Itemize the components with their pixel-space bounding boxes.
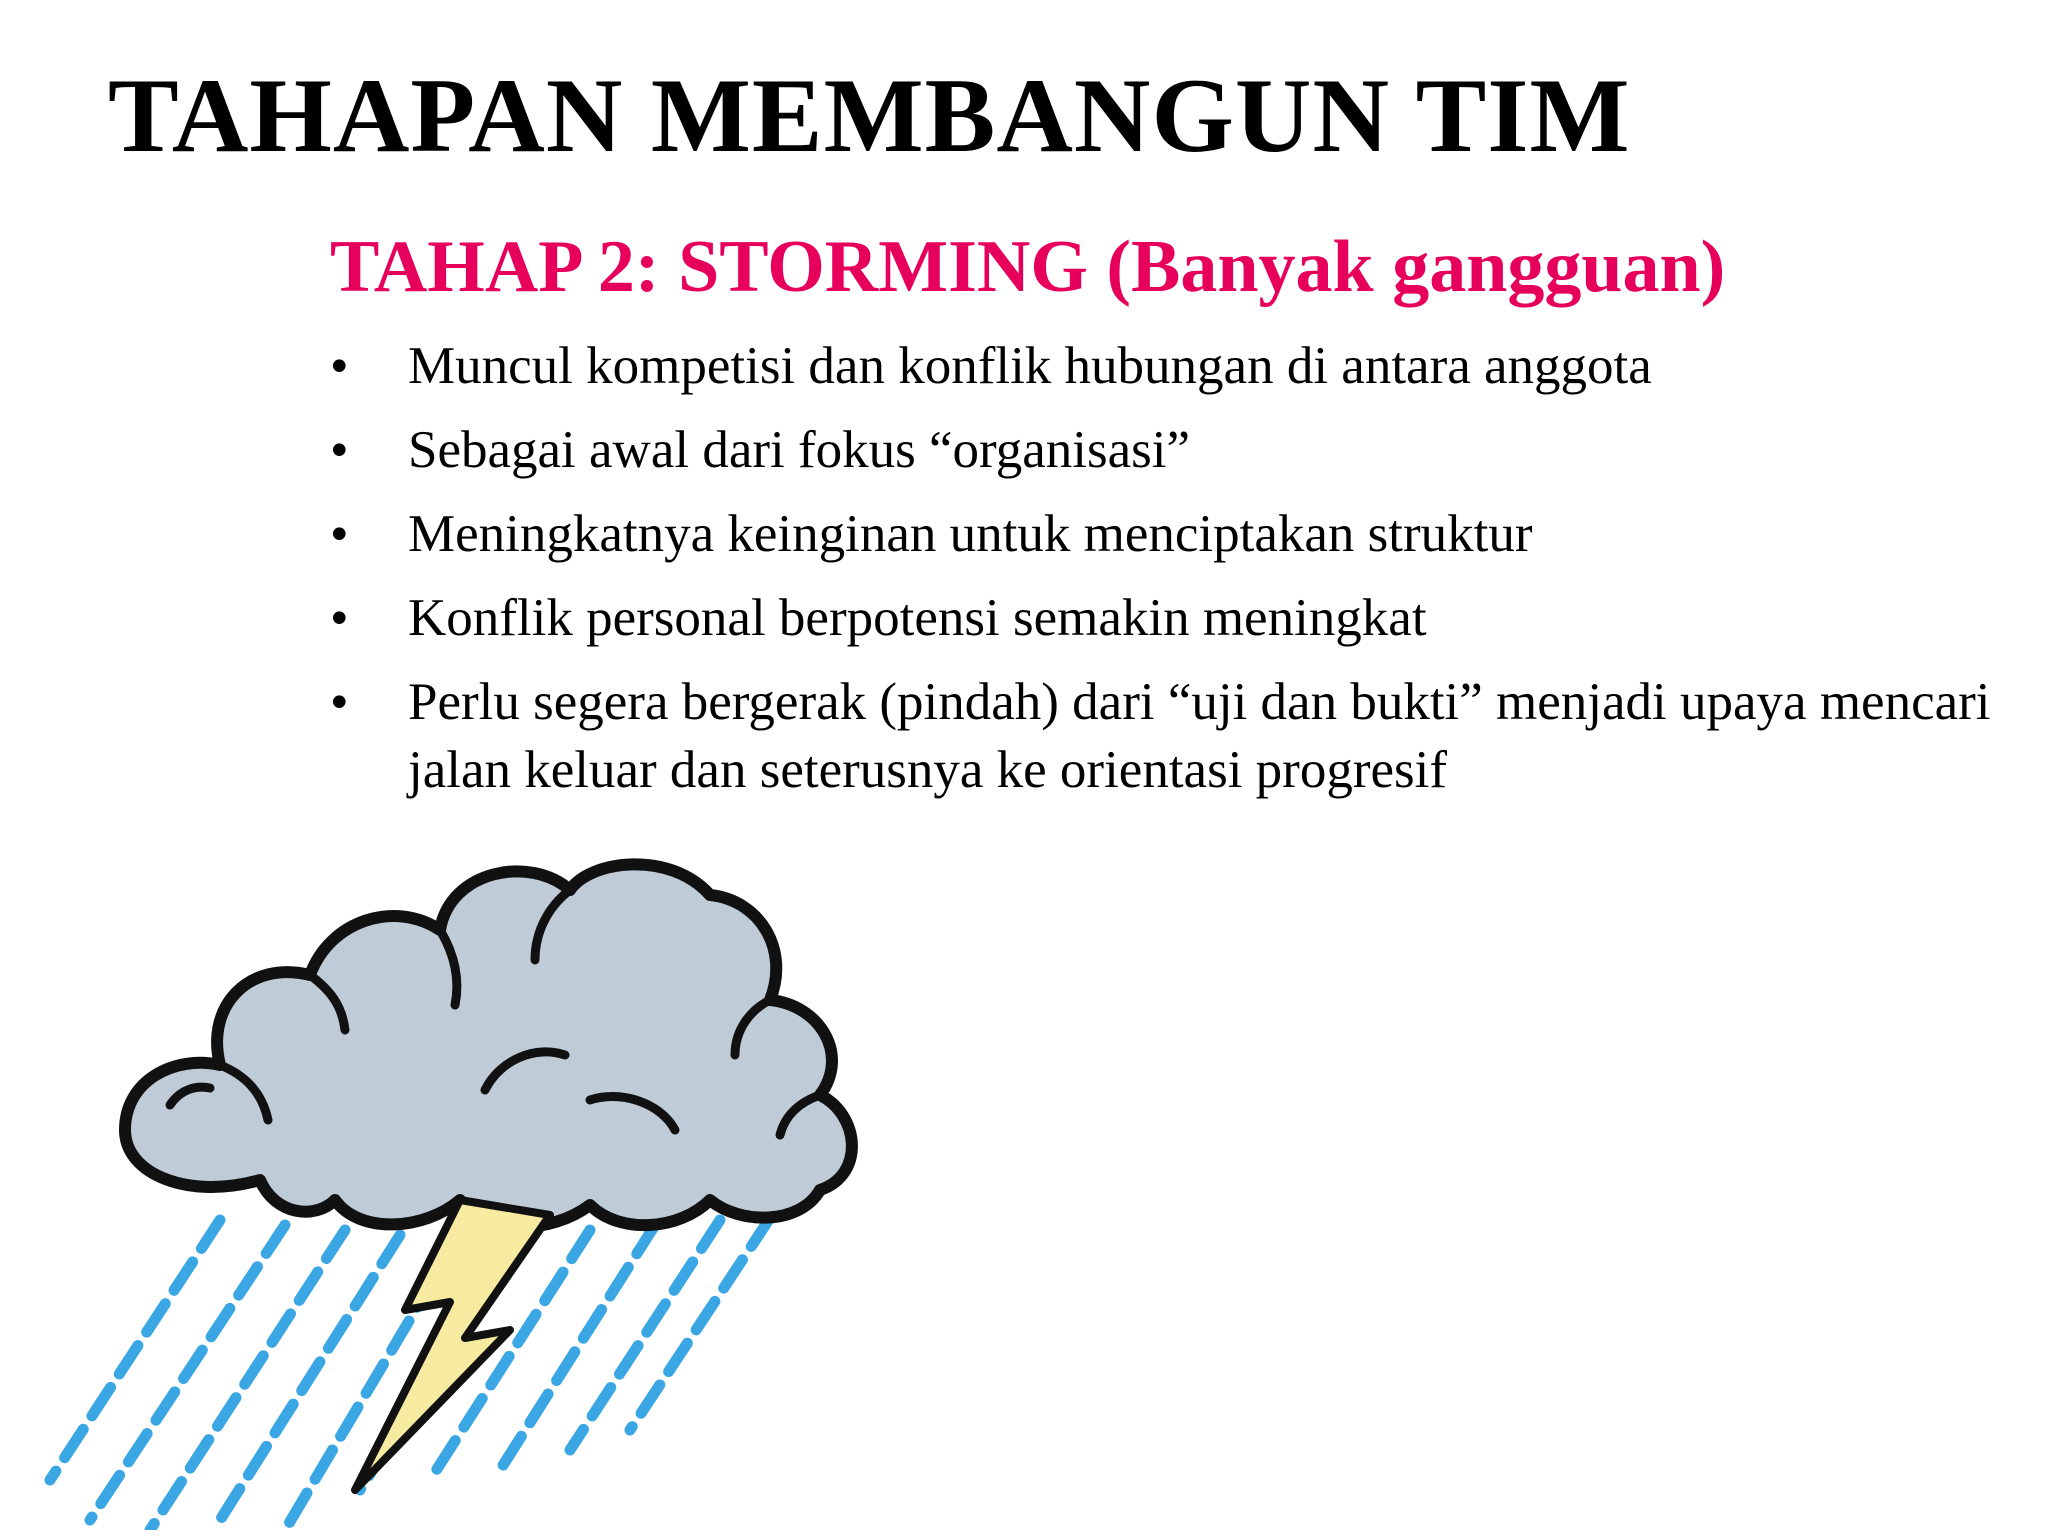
storm-cloud-icon — [30, 840, 910, 1530]
bullet-text: Sebagai awal dari fokus “organisasi” — [408, 421, 1190, 479]
cloud-icon — [125, 864, 852, 1227]
bullet-icon: • — [330, 673, 349, 731]
bullet-icon: • — [330, 589, 349, 647]
bullet-text: Meningkatnya keinginan untuk menciptakan struktur — [408, 505, 1533, 563]
slide-title: TAHAPAN MEMBANGUN TIM — [108, 57, 1631, 174]
bullet-text: Perlu segera bergerak (pindah) dari “uji dan bukti” menjadi upaya mencari jalan keluar dan seterusnya ke orientasi progresif — [408, 673, 1991, 799]
bullet-item — [330, 416, 2010, 484]
bullet-item — [330, 500, 2010, 568]
bullet-icon: • — [330, 421, 349, 479]
bullet-item — [330, 332, 2010, 400]
bullet-text: Konflik personal berpotensi semakin meningkat — [408, 589, 1427, 647]
bullet-text: Muncul kompetisi dan konflik hubungan di antara anggota — [408, 337, 1652, 395]
bullet-list — [330, 332, 2010, 820]
bullet-item — [330, 668, 2010, 804]
slide-subtitle: TAHAP 2: STORMING (Banyak gangguan) — [330, 226, 1726, 308]
bullet-icon: • — [330, 337, 349, 395]
bullet-icon: • — [330, 505, 349, 563]
bullet-item — [330, 584, 2010, 652]
